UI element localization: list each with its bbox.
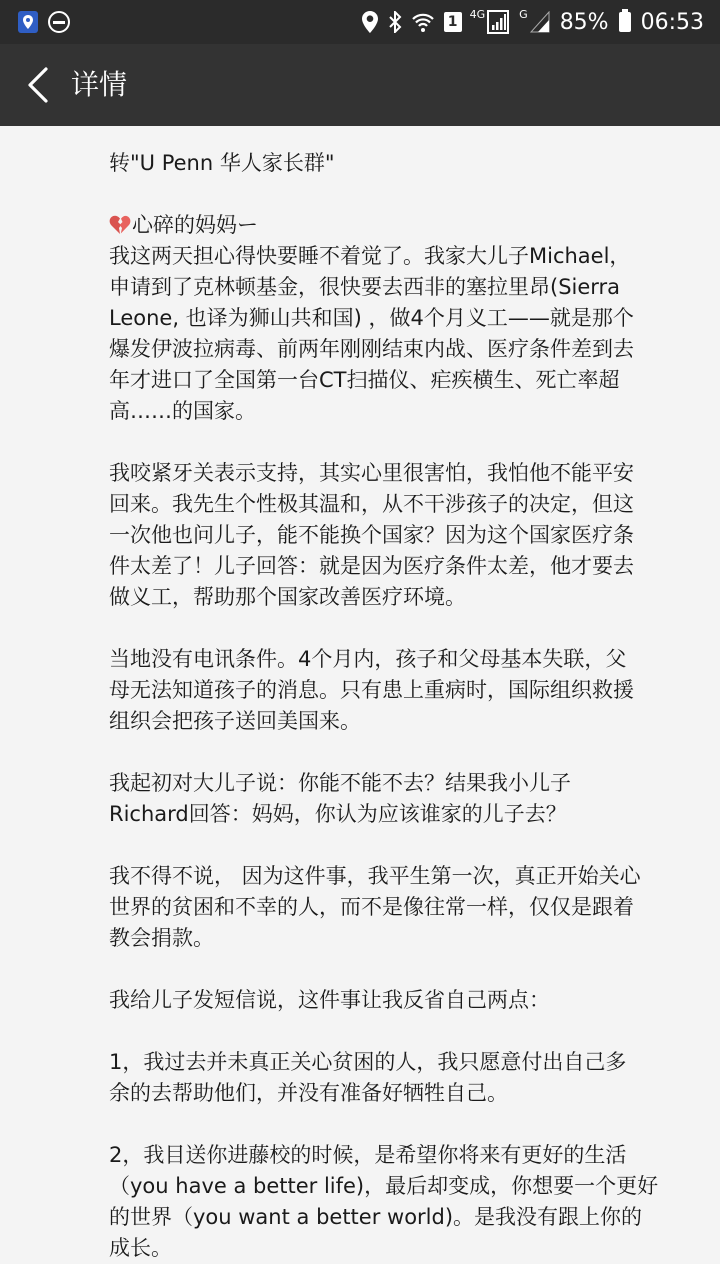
paragraph: 我起初对大儿子说：你能不能不去？结果我小儿子 Richard回答：妈妈，你认为应该谁家的儿子去？ <box>109 771 571 826</box>
sim-icon: 1 <box>444 12 462 32</box>
back-button[interactable] <box>16 62 60 108</box>
paragraph: 我咬紧牙关表示支持，其实心里很害怕，我怕他不能平安 回来。我先生个性极其温和，从不干涉孩子的决定，但这 一次他也问儿子，能不能换个国家？因为这个国家医疗条 件太差了！儿子回答：就是因为医疗条件太差，他才要去 做义工，帮助那个国家改善医疗环境。 <box>109 461 634 609</box>
paragraph: 我不得不说， 因为这件事，我平生第一次，真正开始关心 世界的贫困和不幸的人，而不是像往常一样，仅仅是跟着 教会捐款。 <box>109 864 641 950</box>
paragraph: 我这两天担心得快要睡不着觉了。我家大儿子Michael， 申请到了克林顿基金，很快要去西非的塞拉里昂(Sierra Leone, 也译为狮山共和国) ，做4个月义工——就是那个 爆发伊波拉病毒、前两年刚刚结束内战、医疗条件差到去 年才进口了全国第一台CT扫描仪、疟疾横生、死亡率超 高……的国家。 <box>109 244 634 423</box>
page-title: 详情 <box>71 68 128 101</box>
article-body <box>109 126 699 1264</box>
paragraph: 1，我过去并未真正关心贫困的人，我只愿意付出自己多 余的去帮助他们，并没有准备好牺牲自己。 <box>109 1050 627 1105</box>
status-left <box>18 8 70 36</box>
battery-percent: 85% <box>559 9 609 35</box>
title-bar <box>0 44 720 126</box>
broken-heart-icon <box>109 215 131 235</box>
paragraph: 我给儿子发短信说，这件事让我反省自己两点： <box>109 988 550 1012</box>
cell-signal-icon <box>487 10 509 34</box>
paragraph: 2，我目送你进藤校的时候，是希望你将来有更好的生活 （you have a better life)，最后却变成，你想要一个更好 的世界（you want a better world)。是我没有跟上你的 成长。 <box>109 1143 659 1260</box>
network-4g-label: 4G <box>469 8 486 21</box>
content-area <box>0 126 720 1260</box>
wifi-icon <box>412 11 434 33</box>
bluetooth-icon <box>388 11 402 33</box>
paragraph: 当地没有电讯条件。4个月内，孩子和父母基本失联，父 母无法知道孩子的消息。只有患上重病时，国际组织救援 组织会把孩子送回美国来。 <box>109 647 634 733</box>
author-label: 心碎的妈妈ー <box>132 213 258 237</box>
location-pin-icon <box>362 11 378 33</box>
chevron-left-icon <box>27 67 49 103</box>
status-right <box>362 6 704 38</box>
network-g-label: G <box>519 8 528 21</box>
clock: 06:53 <box>640 9 704 35</box>
author-line <box>109 210 699 241</box>
battery-icon <box>619 12 631 32</box>
location-app-icon <box>18 11 38 33</box>
do-not-disturb-icon <box>48 11 70 33</box>
cell-signal-2-icon <box>530 11 550 33</box>
source-line: 转"U Penn 华人家长群" <box>109 151 335 175</box>
status-bar <box>0 0 720 44</box>
